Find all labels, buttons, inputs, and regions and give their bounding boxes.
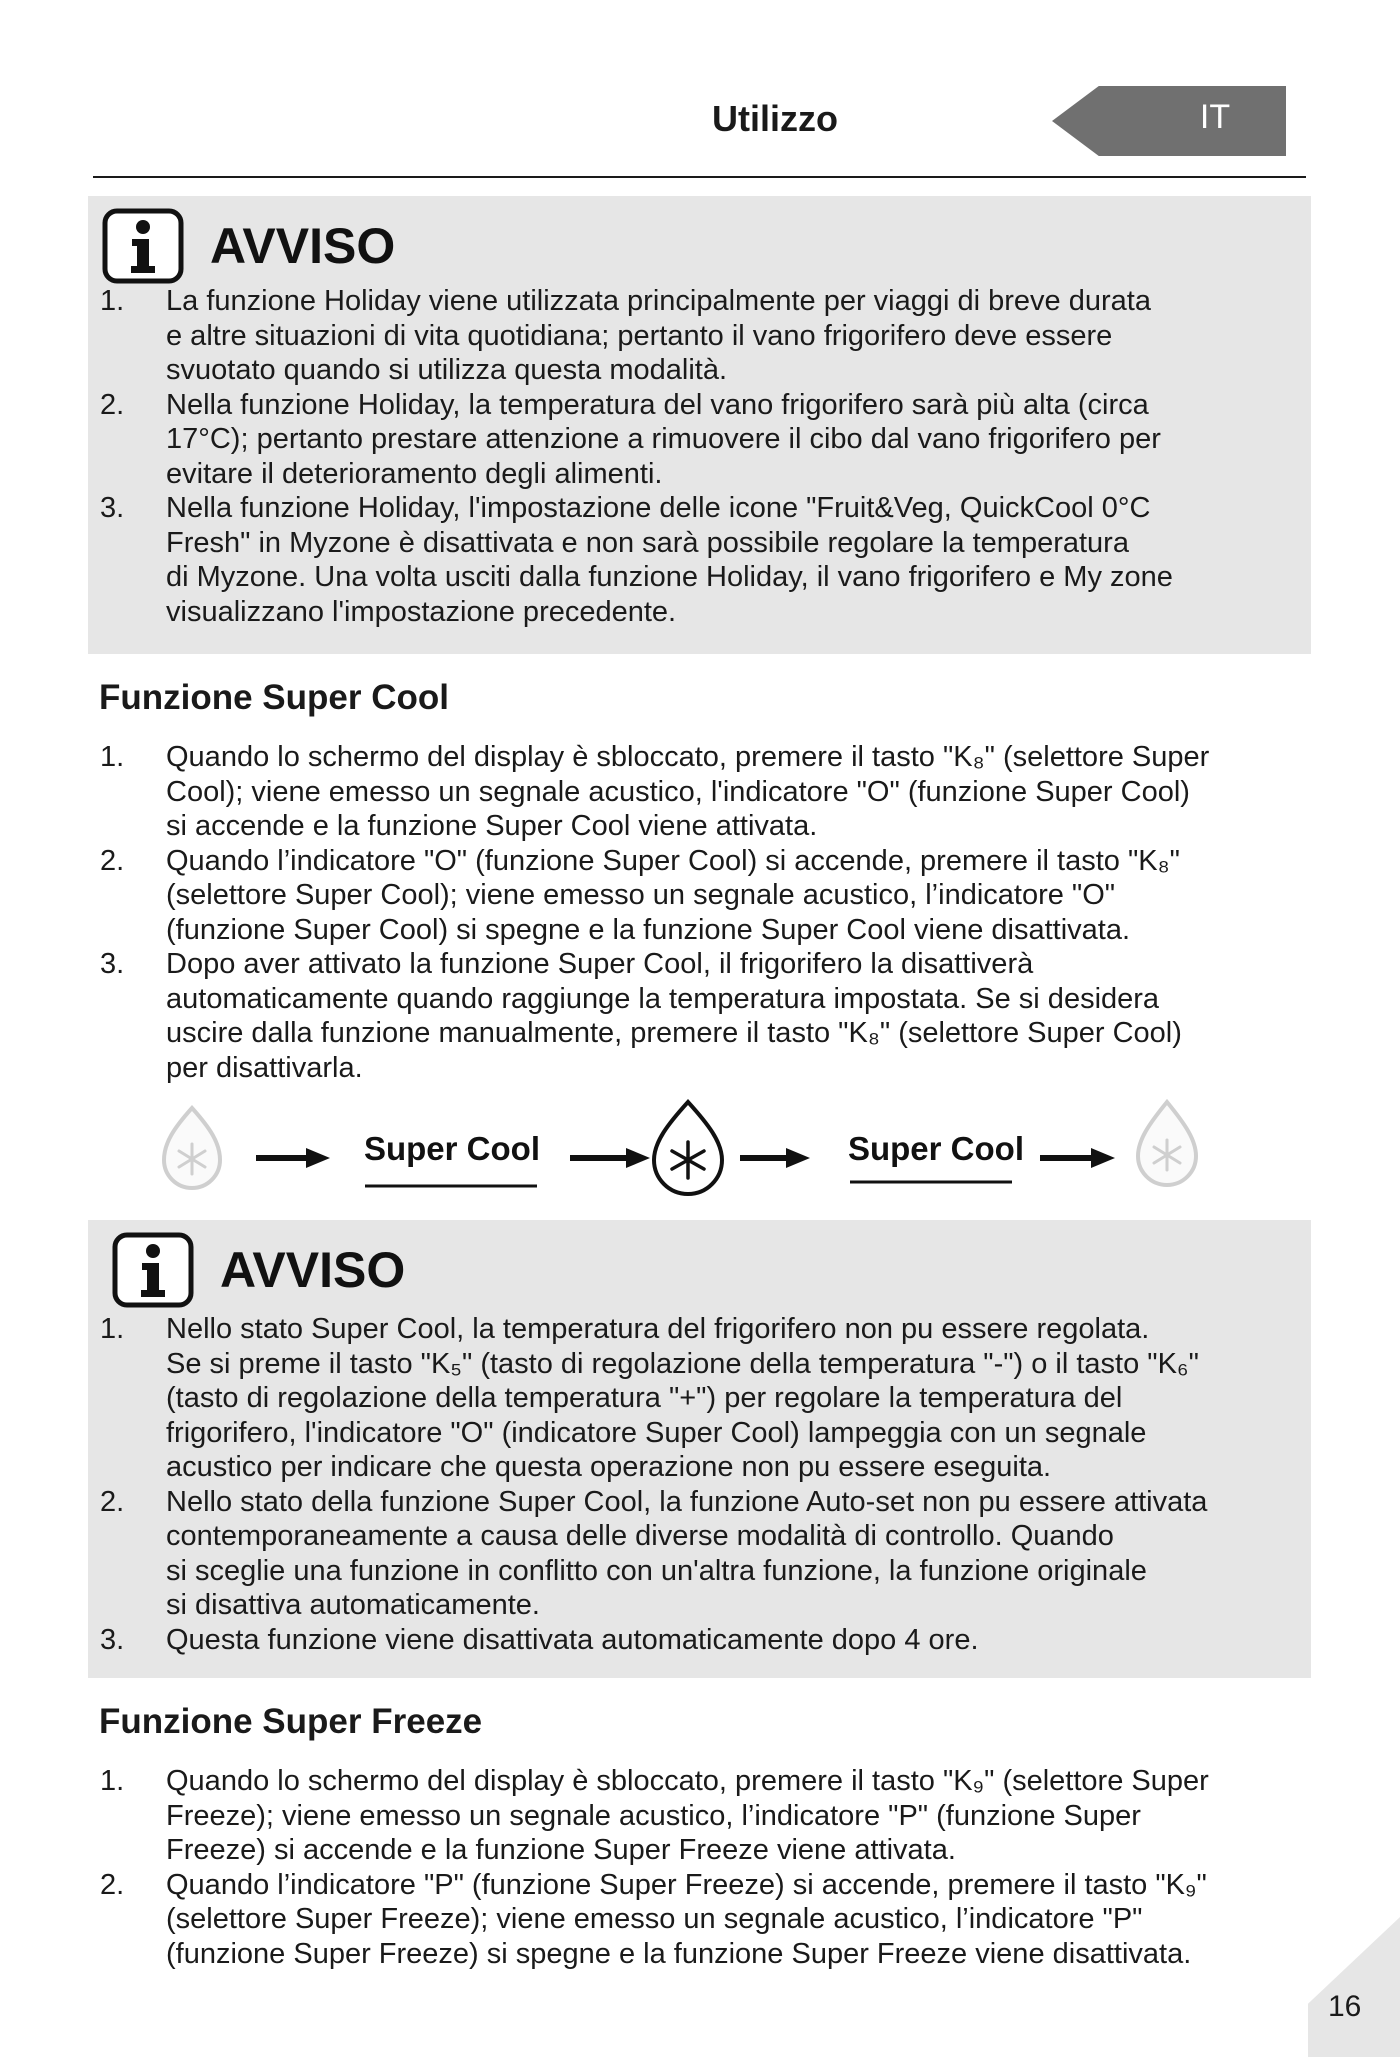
list-item bbox=[88, 1312, 1311, 1485]
notice-list bbox=[88, 1312, 1311, 1657]
list-item bbox=[88, 284, 1311, 388]
arrow-icon bbox=[740, 1148, 810, 1168]
language-tab-label: IT bbox=[1199, 98, 1231, 136]
flow-label-super-cool-off: Super Cool bbox=[847, 1130, 1025, 1167]
list-number: 2. bbox=[100, 1868, 125, 1901]
list-line: svuotato quando si utilizza questa modalità. bbox=[166, 354, 728, 386]
notice-box-super-cool bbox=[88, 1220, 1311, 1678]
list-line: Quando l’indicatore "P" (funzione Super Freeze) si accende, premere il tasto "K₉" bbox=[166, 1868, 1207, 1901]
list-item bbox=[88, 1485, 1311, 1623]
list-number: 2. bbox=[100, 844, 125, 877]
list-line: si disattiva automaticamente. bbox=[166, 1589, 540, 1621]
list-number: 3. bbox=[100, 948, 125, 980]
list-number: 1. bbox=[100, 285, 125, 317]
list-line: Se si preme il tasto "K₅" (tasto di regolazione della temperatura "-") o il tasto "K₆" bbox=[166, 1347, 1199, 1380]
list-line: (tasto di regolazione della temperatura "+") per regolare la temperatura del bbox=[166, 1382, 1123, 1414]
list-line: (funzione Super Cool) si spegne e la funzione Super Cool viene disattivata. bbox=[166, 913, 1131, 946]
list-line: Quando l’indicatore "O" (funzione Super Cool) si accende, premere il tasto "K₈" bbox=[166, 844, 1180, 877]
list-number: 2. bbox=[100, 388, 125, 421]
list-item bbox=[88, 947, 1318, 1085]
list-line: di Myzone. Una volta usciti dalla funzione Holiday, il vano frigorifero e My zone bbox=[166, 561, 1173, 593]
list-line: acustico per indicare che questa operazione non pu essere eseguita. bbox=[166, 1451, 1052, 1483]
list-line: frigorifero, l'indicatore "O" (indicatore Super Cool) lampeggia con un segnale bbox=[166, 1416, 1147, 1449]
list-line: evitare il deterioramento degli alimenti. bbox=[166, 457, 663, 490]
notice-title: AVVISO bbox=[220, 1242, 406, 1298]
list-item bbox=[88, 1868, 1318, 1972]
list-line: Nello stato Super Cool, la temperatura del frigorifero non pu essere regolata. bbox=[166, 1313, 1150, 1345]
arrow-icon bbox=[1040, 1148, 1115, 1168]
list-line: automaticamente quando raggiunge la temperatura impostata. Se si desidera bbox=[166, 982, 1160, 1015]
super-freeze-list bbox=[88, 1764, 1318, 1971]
header-divider bbox=[93, 176, 1306, 178]
list-line: Quando lo schermo del display è sbloccato, premere il tasto "K₉" (selettore Super bbox=[166, 1765, 1209, 1797]
section-title-super-freeze: Funzione Super Freeze bbox=[99, 1702, 483, 1741]
list-number: 1. bbox=[100, 741, 125, 773]
list-line: Nello stato della funzione Super Cool, la funzione Auto-set non pu essere attivata bbox=[166, 1485, 1208, 1518]
list-item bbox=[88, 1764, 1318, 1868]
notice-header bbox=[102, 208, 395, 284]
list-line: si sceglie una funzione in conflitto con un'altra funzione, la funzione originale bbox=[166, 1554, 1147, 1587]
list-line: La funzione Holiday viene utilizzata principalmente per viaggi di breve durata bbox=[166, 285, 1151, 317]
section-title-super-cool: Funzione Super Cool bbox=[99, 678, 449, 717]
super-cool-on-icon bbox=[654, 1102, 722, 1194]
list-line: Quando lo schermo del display è sbloccato, premere il tasto "K₈" (selettore Super bbox=[166, 741, 1210, 773]
list-number: 3. bbox=[100, 1623, 125, 1656]
list-line: (selettore Super Cool); viene emesso un segnale acustico, l’indicatore "O" bbox=[166, 879, 1116, 911]
notice-box-holiday bbox=[88, 196, 1311, 654]
list-line: Cool); viene emesso un segnale acustico, l'indicatore "O" (funzione Super Cool) bbox=[166, 775, 1190, 808]
super-cool-flow-diagram bbox=[150, 1098, 1220, 1198]
list-line: per disattivarla. bbox=[166, 1051, 363, 1084]
arrow-icon bbox=[570, 1148, 650, 1168]
list-line: Nella funzione Holiday, la temperatura del vano frigorifero sarà più alta (circa bbox=[166, 388, 1149, 421]
super-cool-off-icon bbox=[164, 1108, 220, 1188]
list-number: 1. bbox=[100, 1765, 125, 1797]
list-item bbox=[88, 1623, 1311, 1658]
language-tab bbox=[1052, 86, 1286, 156]
arrow-icon bbox=[256, 1148, 330, 1168]
list-line: si accende e la funzione Super Cool viene attivata. bbox=[166, 810, 818, 842]
list-line: Freeze) si accende e la funzione Super Freeze viene attivata. bbox=[166, 1834, 956, 1866]
list-line: Dopo aver attivato la funzione Super Cool, il frigorifero la disattiverà bbox=[166, 948, 1034, 980]
super-cool-list bbox=[88, 740, 1318, 1085]
list-line: e altre situazioni di vita quotidiana; pertanto il vano frigorifero deve essere bbox=[166, 319, 1113, 352]
list-item bbox=[88, 844, 1318, 948]
notice-list bbox=[88, 284, 1311, 629]
list-line: uscire dalla funzione manualmente, premere il tasto "K₈" (selettore Super Cool) bbox=[166, 1017, 1182, 1049]
list-number: 2. bbox=[100, 1485, 125, 1518]
page-number: 16 bbox=[1328, 1990, 1362, 2023]
list-line: (selettore Super Freeze); viene emesso un segnale acustico, l’indicatore "P" bbox=[166, 1903, 1143, 1935]
list-number: 3. bbox=[100, 492, 125, 524]
list-line: contemporaneamente a causa delle diverse modalità di controllo. Quando bbox=[166, 1520, 1114, 1552]
page-corner bbox=[1308, 1917, 1400, 2057]
list-line: Freeze); viene emesso un segnale acustico, l’indicatore "P" (funzione Super bbox=[166, 1799, 1141, 1832]
list-item bbox=[88, 491, 1311, 629]
list-line: Nella funzione Holiday, l'impostazione delle icone "Fruit&Veg, QuickCool 0°C bbox=[166, 492, 1151, 524]
info-icon bbox=[112, 1232, 194, 1308]
flow-label-super-cool-on: Super Cool bbox=[363, 1130, 541, 1167]
list-line: Fresh" in Myzone è disattivata e non sarà possibile regolare la temperatura bbox=[166, 526, 1129, 559]
list-line: visualizzano l'impostazione precedente. bbox=[166, 595, 677, 628]
notice-title: AVVISO bbox=[210, 218, 396, 274]
list-line: Questa funzione viene disattivata automaticamente dopo 4 ore. bbox=[166, 1623, 979, 1656]
list-number: 1. bbox=[100, 1313, 125, 1345]
super-cool-off-icon bbox=[1138, 1102, 1196, 1185]
list-line: 17°C); pertanto prestare attenzione a rimuovere il cibo dal vano frigorifero per bbox=[166, 423, 1161, 455]
section-heading: Utilizzo bbox=[712, 98, 838, 139]
list-item bbox=[88, 388, 1311, 492]
notice-header bbox=[112, 1232, 405, 1308]
list-item bbox=[88, 740, 1318, 844]
info-icon bbox=[102, 208, 184, 284]
list-line: (funzione Super Freeze) si spegne e la funzione Super Freeze viene disattivata. bbox=[166, 1937, 1192, 1970]
